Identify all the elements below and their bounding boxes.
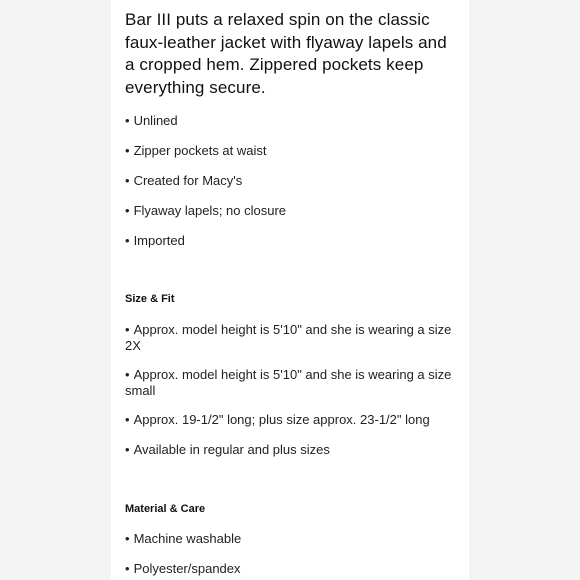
feature-item: • Zipper pockets at waist <box>125 143 267 158</box>
features-list <box>125 113 461 249</box>
feature-item: • Unlined <box>125 113 178 128</box>
size-fit-item: • Approx. model height is 5'10" and she is wearing a size small <box>125 367 452 398</box>
size-fit-item: • Available in regular and plus sizes <box>125 442 330 457</box>
product-details-content <box>125 9 461 577</box>
size-fit-heading: Size & Fit <box>125 293 175 305</box>
size-fit-item: • Approx. model height is 5'10" and she is wearing a size 2X <box>125 322 452 353</box>
material-care-item: • Machine washable <box>125 531 242 546</box>
feature-item: • Flyaway lapels; no closure <box>125 203 287 218</box>
feature-item: • Imported <box>125 233 185 248</box>
feature-item: • Created for Macy's <box>125 173 243 188</box>
material-care-heading: Material & Care <box>125 503 206 515</box>
material-care-list <box>125 531 461 577</box>
product-description: Bar III puts a relaxed spin on the classic faux-leather jacket with flyaway lapels and a cropped hem. Zippered pockets keep everything secure. <box>125 10 447 97</box>
product-details-panel <box>111 0 469 580</box>
size-fit-item: • Approx. 19-1/2" long; plus size approx. 23-1/2" long <box>125 412 430 427</box>
material-care-item: • Polyester/spandex <box>125 561 241 576</box>
size-fit-list <box>125 322 461 458</box>
